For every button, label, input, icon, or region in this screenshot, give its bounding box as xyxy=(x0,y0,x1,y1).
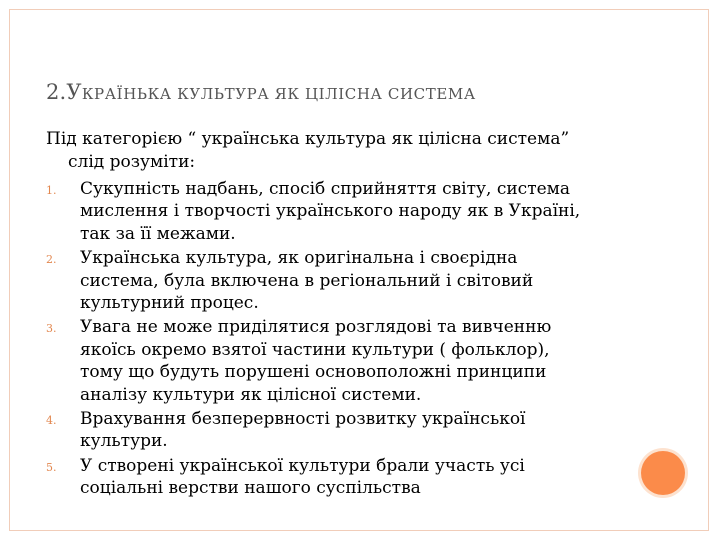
list-item-number: 5. xyxy=(46,460,57,474)
intro-text xyxy=(46,128,666,174)
intro-line-1: Під категорією “ українська культура як цілісна система” xyxy=(46,129,570,149)
list-item-number: 3. xyxy=(46,322,57,336)
list-item-number: 2. xyxy=(46,253,57,267)
list-item-line: Українська культура, як оригінальна і своєрідна xyxy=(80,248,518,269)
slide-title: 2.УКРАЇНЬКА КУЛЬТУРА ЯК ЦІЛІСНА СИСТЕМА xyxy=(46,80,476,104)
list-item-line: мислення і творчості українського народу як в Україні, xyxy=(80,201,581,222)
list-item-line: так за її межами. xyxy=(80,223,236,244)
intro-line-2: слід розуміти: xyxy=(68,152,196,172)
decorative-circle xyxy=(641,451,685,495)
list-item-line: аналізу культури як цілісної системи. xyxy=(80,384,422,405)
list-item xyxy=(46,247,666,314)
list-item-number: 1. xyxy=(46,184,57,197)
list-item-number: 4. xyxy=(46,414,57,428)
list-item-line: У створені української культури брали участь усі xyxy=(80,455,525,476)
list-item-line: Сукупність надбань, спосіб сприйняття світу, система xyxy=(80,179,571,199)
numbered-list xyxy=(46,178,666,502)
list-item-line: Врахування безперервності розвитку української xyxy=(80,409,526,430)
list-item xyxy=(46,178,666,245)
list-item xyxy=(46,455,666,500)
list-item xyxy=(46,408,666,453)
list-item-line: якоїсь окремо взятої частини культури ( фольклор), xyxy=(80,339,550,360)
list-item-line: Увага не може приділятися розглядові та вивченню xyxy=(80,317,552,338)
list-item-line: система, була включена в регіональний і світовий xyxy=(80,270,534,291)
list-item-line: культурний процес. xyxy=(80,293,259,314)
list-item-line: соціальні верстви нашого суспільства xyxy=(80,478,421,499)
list-item-line: культури. xyxy=(80,431,168,452)
list-item-line: тому що будуть порушені основоположні принципи xyxy=(80,362,547,383)
list-item xyxy=(46,316,666,406)
